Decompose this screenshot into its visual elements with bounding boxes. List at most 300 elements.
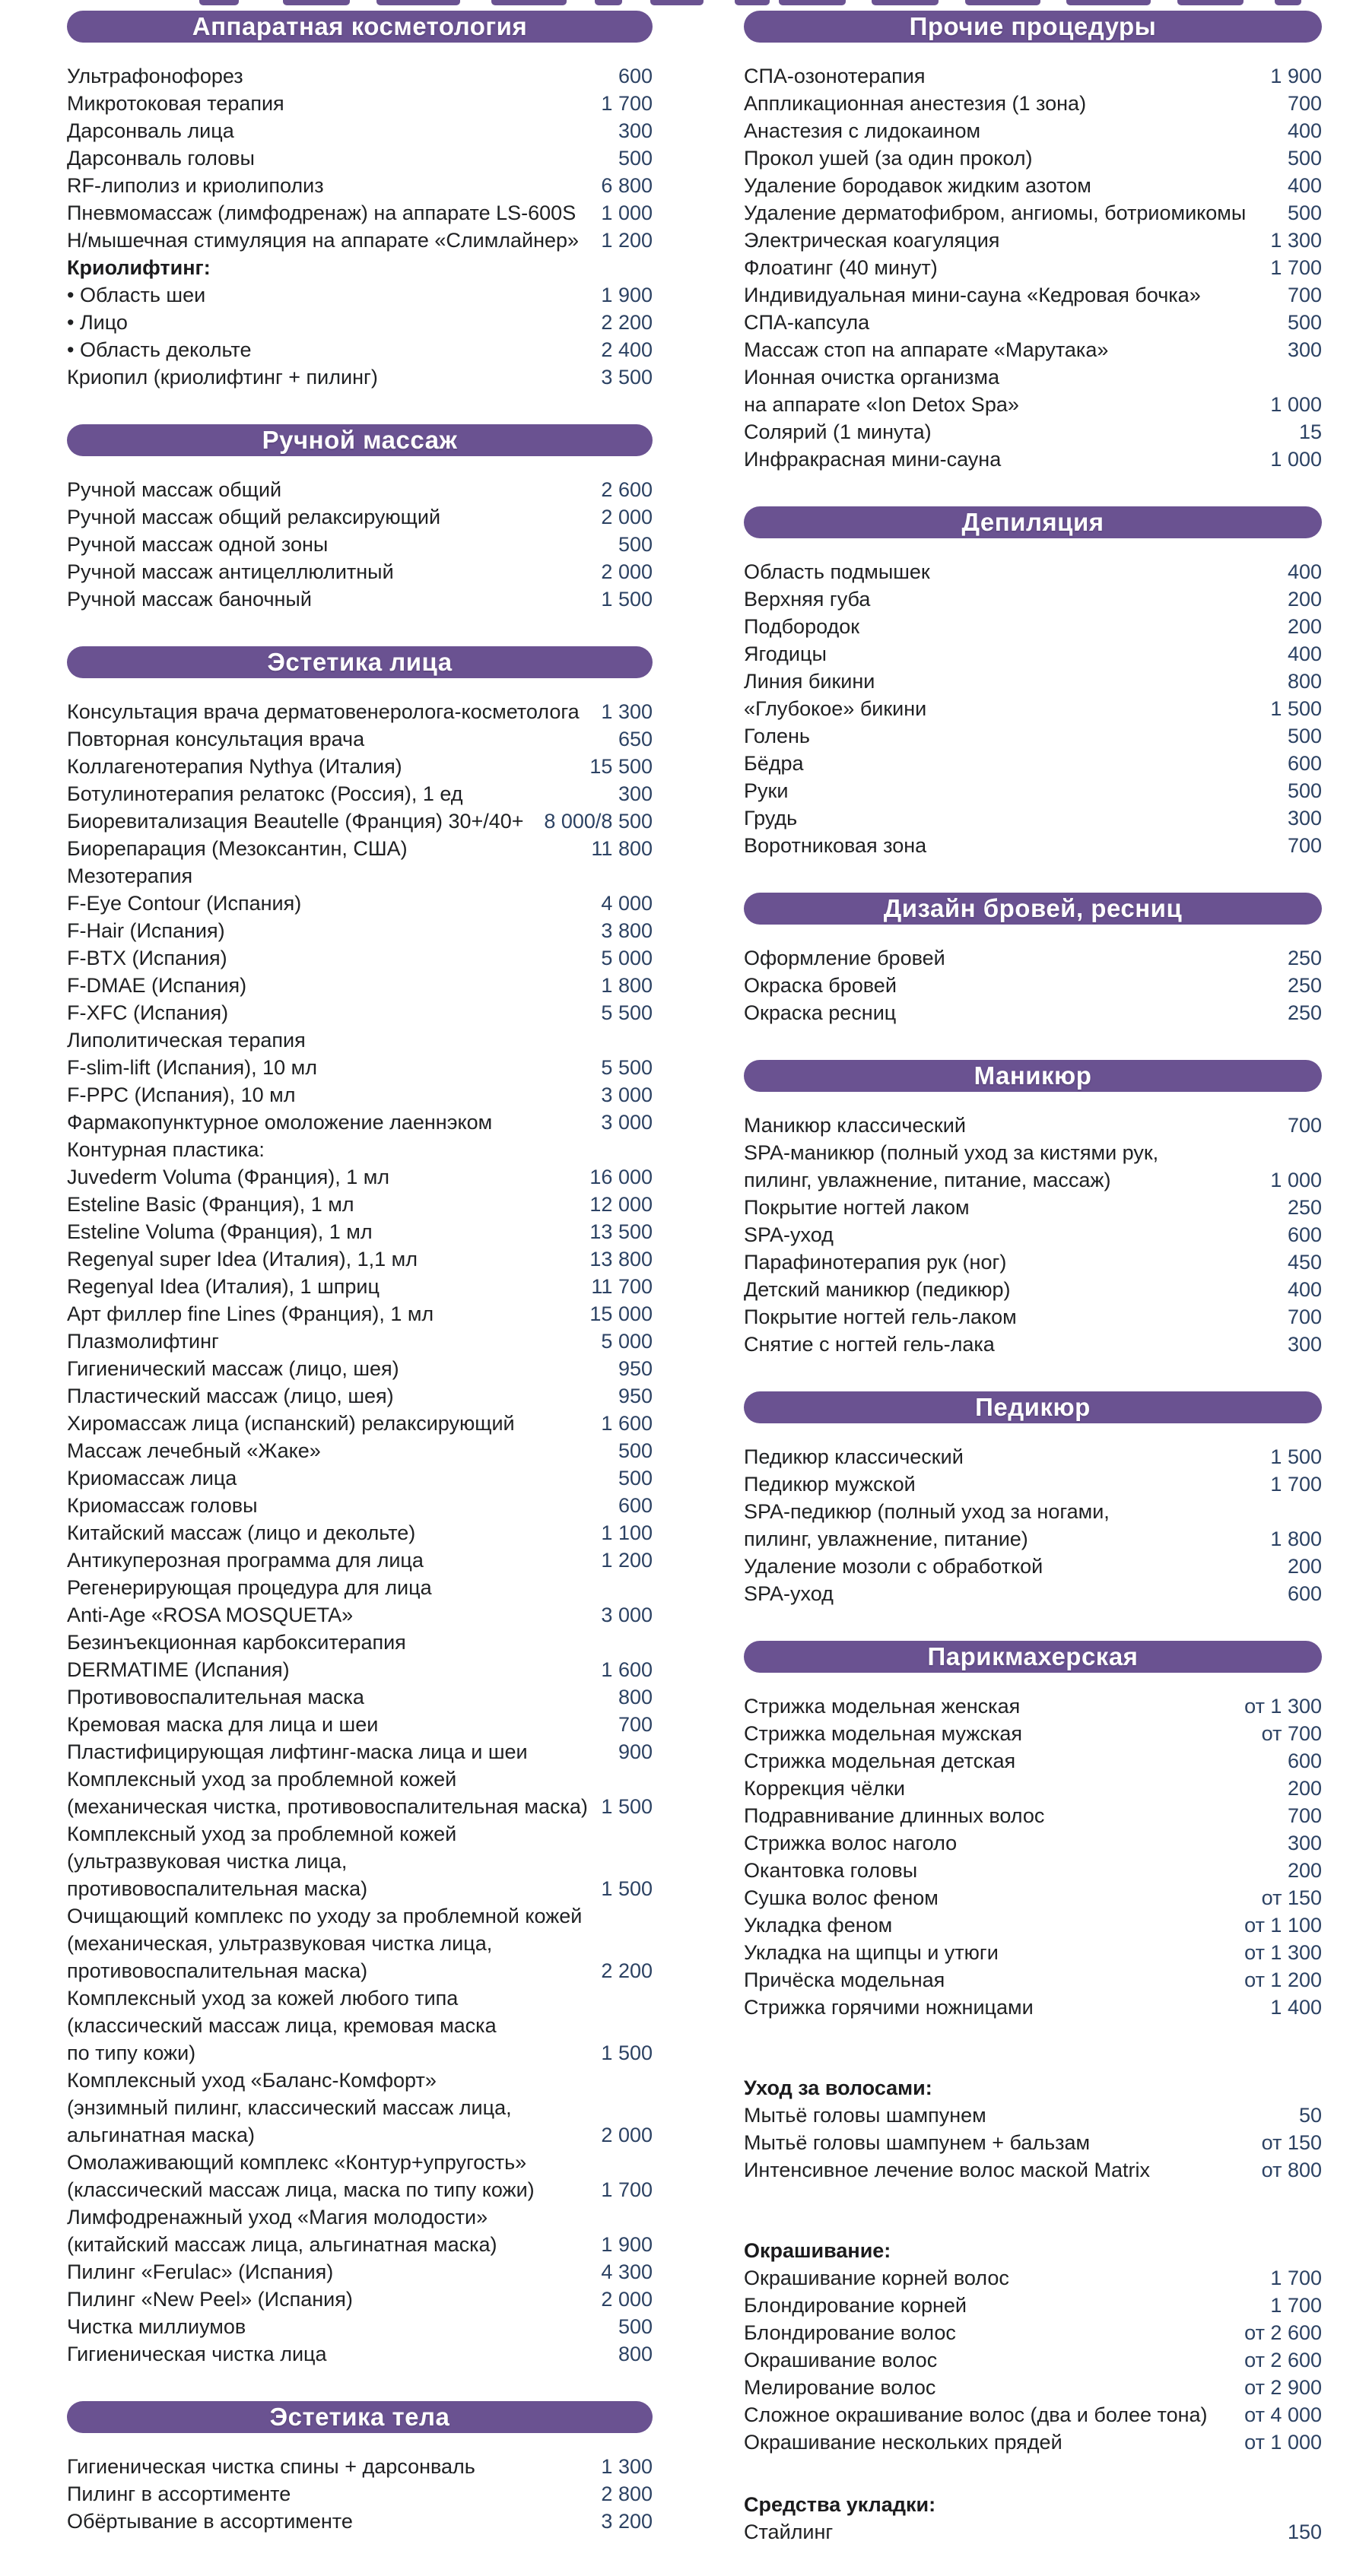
service-name: Липолитическая терапия — [67, 1029, 306, 1052]
section-header-bar — [744, 506, 1322, 538]
service-price: 200 — [1287, 1555, 1322, 1578]
service-name: Укладка на щипцы и утюги — [744, 1941, 999, 1964]
price-row — [744, 227, 1322, 254]
service-price: 2 000 — [601, 506, 653, 528]
service-name: Консультация врача дерматовенеролога-косметолога — [67, 700, 580, 723]
price-row — [744, 1498, 1322, 1525]
service-name: Ручной массаж общий релаксирующий — [67, 506, 441, 528]
service-name: пилинг, увлажнение, питание, массаж) — [744, 1169, 1111, 1191]
service-price: от 2 600 — [1244, 2349, 1322, 2371]
service-name: Средства укладки: — [744, 2493, 936, 2516]
service-name: Мезотерапия — [67, 864, 193, 887]
price-row — [744, 1443, 1322, 1470]
service-name: Электрическая коагуляция — [744, 229, 1000, 252]
service-price: 12 000 — [589, 1193, 653, 1216]
service-name: Фармакопунктурное омоложение лаеннэком — [67, 1111, 493, 1134]
service-name: Покрытие ногтей гель-лаком — [744, 1305, 1017, 1328]
section-header-bar — [744, 1391, 1322, 1423]
service-name: Очищающий комплекс по уходу за проблемной кожей — [67, 1905, 583, 1927]
price-row — [744, 1994, 1322, 2021]
price-row — [67, 1547, 653, 1574]
service-price: 16 000 — [589, 1166, 653, 1188]
price-row — [744, 144, 1322, 172]
service-name: Снятие с ногтей гель-лака — [744, 1333, 995, 1356]
service-price: 700 — [1287, 1804, 1322, 1827]
service-name: (классический массаж лица, маска по типу кожи) — [67, 2178, 535, 2201]
service-name: Флоатинг (40 минут) — [744, 256, 938, 279]
price-row — [744, 1248, 1322, 1276]
price-row — [744, 1884, 1322, 1911]
service-price: 600 — [618, 65, 653, 87]
price-row — [67, 1191, 653, 1218]
section-title: Дизайн бровей, ресниц — [883, 894, 1183, 922]
service-name: Пилинг «New Peel» (Испания) — [67, 2288, 353, 2311]
service-name: Ягодицы — [744, 642, 827, 665]
price-row — [67, 780, 653, 807]
service-name: Регенерирующая процедура для лица — [67, 1576, 432, 1599]
service-name: SPA-педикюр (полный уход за ногами, — [744, 1500, 1110, 1523]
service-name: Окантовка головы — [744, 1859, 918, 1882]
price-row — [744, 613, 1322, 640]
service-price: 5 000 — [601, 947, 653, 969]
price-row — [67, 725, 653, 753]
service-name: Стрижка модельная детская — [744, 1750, 1016, 1772]
price-list — [744, 558, 1322, 859]
service-name: Противовоспалительная маска — [67, 1686, 364, 1708]
service-name: Арт филлер fine Lines (Франция), 1 мл — [67, 1302, 434, 1325]
price-row — [744, 1553, 1322, 1580]
price-row — [744, 695, 1322, 722]
section-header-bar — [744, 11, 1322, 43]
service-price: 15 — [1298, 420, 1322, 443]
price-row — [744, 2156, 1322, 2184]
price-row — [67, 144, 653, 172]
price-row — [67, 1492, 653, 1519]
service-name: Верхняя губа — [744, 588, 871, 611]
service-name: Комплексный уход за проблемной кожей — [67, 1823, 457, 1845]
price-row — [744, 172, 1322, 199]
price-row — [744, 640, 1322, 668]
service-price: 700 — [1287, 1305, 1322, 1328]
price-row — [744, 1139, 1322, 1166]
price-row — [744, 1829, 1322, 1857]
service-price: 500 — [1287, 147, 1322, 170]
service-name: (механическая чистка, противовоспалительная маска) — [67, 1795, 588, 1818]
service-price: 250 — [1287, 947, 1322, 969]
service-price: 300 — [1287, 1832, 1322, 1854]
service-name: Стайлинг — [744, 2520, 834, 2543]
subsection-heading-row — [744, 2237, 1322, 2264]
service-price: 450 — [1287, 1251, 1322, 1274]
service-price: от 1 100 — [1244, 1914, 1322, 1937]
service-name: Педикюр мужской — [744, 1473, 916, 1496]
price-row — [744, 972, 1322, 999]
service-price: 3 500 — [601, 366, 653, 389]
service-price: от 800 — [1261, 2159, 1322, 2181]
price-row — [744, 2428, 1322, 2456]
service-price: 1 800 — [1270, 1528, 1322, 1550]
service-price: 200 — [1287, 1859, 1322, 1882]
price-row — [744, 117, 1322, 144]
service-name: Голень — [744, 725, 810, 747]
service-name: Криомассаж лица — [67, 1467, 237, 1489]
service-price: 15 000 — [589, 1302, 653, 1325]
service-name: Плазмолифтинг — [67, 1330, 219, 1353]
price-row — [744, 668, 1322, 695]
service-name: F-Hair (Испания) — [67, 919, 225, 942]
service-name: Аппликационная анестезия (1 зона) — [744, 92, 1087, 115]
service-price: 500 — [618, 147, 653, 170]
service-price: 800 — [618, 2343, 653, 2365]
service-price: 3 000 — [601, 1111, 653, 1134]
section-header-bar — [67, 424, 653, 456]
price-row — [744, 2129, 1322, 2156]
service-price: 150 — [1287, 2520, 1322, 2543]
section-title: Прочие процедуры — [909, 12, 1157, 40]
section-header-bar — [67, 11, 653, 43]
service-name: Причёска модельная — [744, 1968, 945, 1991]
price-row — [67, 2286, 653, 2313]
service-price: 400 — [1287, 642, 1322, 665]
price-row — [744, 2518, 1322, 2546]
service-name: Биоревитализация Beautelle (Франция) 30+/40+ — [67, 810, 524, 833]
service-price: 3 200 — [601, 2510, 653, 2533]
price-row — [67, 862, 653, 890]
service-name: Окрашивание нескольких прядей — [744, 2431, 1062, 2454]
price-row — [67, 1437, 653, 1464]
service-name: Окрашивание волос — [744, 2349, 938, 2371]
price-row — [67, 1930, 653, 1957]
price-row — [67, 1629, 653, 1656]
price-row — [744, 281, 1322, 309]
price-row — [744, 1331, 1322, 1358]
service-name: на аппарате «Ion Detox Spa» — [744, 393, 1019, 416]
price-row — [67, 753, 653, 780]
price-row — [744, 1857, 1322, 1884]
service-price: 300 — [1287, 338, 1322, 361]
service-name: Окрашивание: — [744, 2239, 891, 2262]
service-price: 2 000 — [601, 2288, 653, 2311]
section-title: Парикмахерская — [927, 1642, 1139, 1670]
price-row — [67, 2121, 653, 2149]
price-row — [67, 2313, 653, 2340]
section-title: Депиляция — [961, 508, 1104, 536]
price-list — [744, 1692, 1322, 2546]
service-name: Окрашивание корней волос — [744, 2267, 1009, 2289]
service-name: Воротниковая зона — [744, 834, 927, 857]
service-price: от 1 000 — [1244, 2431, 1322, 2454]
price-row — [67, 363, 653, 391]
service-name: Интенсивное лечение волос маской Matrix — [744, 2159, 1150, 2181]
service-price: 250 — [1287, 1001, 1322, 1024]
price-row — [67, 835, 653, 862]
service-name: Мелирование волос — [744, 2376, 936, 2399]
service-price: 5 000 — [601, 1330, 653, 1353]
service-price: 11 700 — [591, 1275, 653, 1298]
service-name: Esteline Voluma (Франция), 1 мл — [67, 1220, 373, 1243]
price-row — [67, 1355, 653, 1382]
service-name: Грудь — [744, 807, 798, 830]
price-row — [67, 2203, 653, 2231]
service-name: Лимфодренажный уход «Магия молодости» — [67, 2206, 488, 2229]
service-name: СПА-озонотерапия — [744, 65, 926, 87]
service-price: 1 700 — [1270, 2267, 1322, 2289]
service-price: 500 — [618, 1467, 653, 1489]
service-name: Линия бикини — [744, 670, 875, 693]
price-row — [67, 2067, 653, 2094]
service-name: Блондирование волос — [744, 2321, 956, 2344]
service-name: Пластический массаж (лицо, шея) — [67, 1385, 394, 1407]
service-price: 2 400 — [601, 338, 653, 361]
service-name: Индивидуальная мини-сауна «Кедровая бочка» — [744, 284, 1201, 306]
price-row — [67, 1574, 653, 1601]
section-title: Маникюр — [974, 1061, 1092, 1090]
service-price: от 150 — [1261, 1886, 1322, 1909]
left-column — [67, 0, 653, 2546]
price-row — [744, 336, 1322, 363]
price-row — [744, 1166, 1322, 1194]
service-price: 6 800 — [601, 174, 653, 197]
price-row — [67, 698, 653, 725]
service-price: 1 500 — [601, 2041, 653, 2064]
service-price: от 1 300 — [1244, 1695, 1322, 1718]
service-price: 650 — [618, 728, 653, 750]
service-price: 1 000 — [601, 201, 653, 224]
service-price: 2 200 — [601, 1959, 653, 1982]
price-row — [744, 363, 1322, 391]
price-row — [67, 1820, 653, 1848]
price-row — [67, 1026, 653, 1054]
service-price: 1 900 — [601, 2233, 653, 2256]
section-header-bar — [744, 1641, 1322, 1673]
price-row — [67, 1136, 653, 1163]
service-name: Маникюр классический — [744, 1114, 966, 1137]
service-price: 1 000 — [1270, 1169, 1322, 1191]
service-price: 5 500 — [601, 1056, 653, 1079]
price-row — [744, 1966, 1322, 1994]
price-row — [744, 2401, 1322, 2428]
price-row — [67, 1163, 653, 1191]
service-name: Ультрафонофорез — [67, 65, 243, 87]
section-header-bar — [67, 2401, 653, 2433]
service-price: 1 700 — [601, 92, 653, 115]
service-name: SPA-уход — [744, 1582, 834, 1605]
service-price: 3 000 — [601, 1604, 653, 1626]
service-name: (энзимный пилинг, классический массаж лица, — [67, 2096, 512, 2119]
service-name: F-slim-lift (Испания), 10 мл — [67, 1056, 317, 1079]
service-name: Коллагенотерапия Nythya (Италия) — [67, 755, 402, 778]
service-price: 1 500 — [1270, 697, 1322, 720]
service-price: 700 — [1287, 834, 1322, 857]
service-price: 1 500 — [601, 1877, 653, 1900]
service-name: Esteline Basic (Франция), 1 мл — [67, 1193, 354, 1216]
service-name: • Лицо — [67, 311, 128, 334]
service-price: 1 000 — [1270, 393, 1322, 416]
service-name: Н/мышечная стимуляция на аппарате «Слимлайнер» — [67, 229, 580, 252]
service-name: альгинатная маска) — [67, 2124, 256, 2146]
service-price: 1 100 — [601, 1521, 653, 1544]
service-name: Хиромассаж лица (испанский) релаксирующий — [67, 1412, 515, 1435]
service-name: Биорепарация (Мезоксантин, США) — [67, 837, 408, 860]
service-name: Regenyal super Idea (Италия), 1,1 мл — [67, 1248, 418, 1271]
service-name: Анастезия с лидокаином — [744, 119, 981, 142]
service-name: Уход за волосами: — [744, 2076, 932, 2099]
service-price: 1 800 — [601, 974, 653, 997]
service-price: 4 000 — [601, 892, 653, 915]
price-row — [67, 117, 653, 144]
price-row — [67, 1519, 653, 1547]
price-row — [67, 2012, 653, 2039]
service-name: Мытьё головы шампунем — [744, 2104, 986, 2127]
service-price: 1 600 — [601, 1412, 653, 1435]
price-row — [67, 2480, 653, 2508]
price-row — [744, 1276, 1322, 1303]
service-price: 1 200 — [601, 1549, 653, 1572]
service-price: 1 300 — [1270, 229, 1322, 252]
price-row — [744, 1470, 1322, 1498]
service-price: 300 — [618, 119, 653, 142]
price-row — [744, 1525, 1322, 1553]
section-title: Аппаратная косметология — [192, 12, 528, 40]
service-price: 1 400 — [1270, 1996, 1322, 2019]
price-row — [67, 2453, 653, 2480]
price-row — [67, 1765, 653, 1793]
service-price: 400 — [1287, 119, 1322, 142]
service-name: Антикуперозная программа для лица — [67, 1549, 424, 1572]
service-name: (китайский массаж лица, альгинатная маска) — [67, 2233, 497, 2256]
service-price: 500 — [1287, 779, 1322, 802]
price-row — [67, 1464, 653, 1492]
service-name: Подбородок — [744, 615, 860, 638]
service-price: 13 500 — [589, 1220, 653, 1243]
price-row — [67, 917, 653, 944]
service-name: Стрижка модельная мужская — [744, 1722, 1022, 1745]
price-row — [67, 90, 653, 117]
service-name: Пластифицирующая лифтинг-маска лица и шеи — [67, 1740, 528, 1763]
price-list — [744, 1112, 1322, 1358]
service-name: Солярий (1 минута) — [744, 420, 932, 443]
price-row — [67, 1109, 653, 1136]
service-price: 500 — [618, 533, 653, 556]
price-row — [67, 1328, 653, 1355]
service-name: Покрытие ногтей лаком — [744, 1196, 970, 1219]
service-name: Комплексный уход за проблемной кожей — [67, 1768, 457, 1791]
service-price: 1 200 — [601, 229, 653, 252]
price-row — [67, 2508, 653, 2535]
service-name: Чистка миллиумов — [67, 2315, 246, 2338]
service-name: • Область шеи — [67, 284, 206, 306]
price-row — [744, 254, 1322, 281]
service-name: пилинг, увлажнение, питание) — [744, 1528, 1028, 1550]
price-row — [744, 1580, 1322, 1607]
service-name: Микротоковая терапия — [67, 92, 284, 115]
price-row — [744, 1194, 1322, 1221]
service-name: Безинъекционная карбокситерапия — [67, 1631, 406, 1654]
service-price: 400 — [1287, 560, 1322, 583]
price-row — [744, 1747, 1322, 1775]
service-price: 950 — [618, 1385, 653, 1407]
service-name: Омолаживающий комплекс «Контур+упругость» — [67, 2151, 527, 2174]
section-title: Педикюр — [975, 1393, 1091, 1421]
service-price: 500 — [618, 1439, 653, 1462]
service-price: 1 300 — [601, 2455, 653, 2478]
service-name: SPA-уход — [744, 1223, 834, 1246]
service-name: Juvederm Voluma (Франция), 1 мл — [67, 1166, 390, 1188]
price-list-columns — [67, 0, 1322, 2546]
price-row — [744, 1802, 1322, 1829]
price-row — [67, 1218, 653, 1245]
service-name: противовоспалительная маска) — [67, 1877, 368, 1900]
service-price: 1 900 — [1270, 65, 1322, 87]
price-row — [67, 172, 653, 199]
price-row — [67, 1300, 653, 1328]
price-row — [67, 1738, 653, 1765]
service-name: Пилинг «Ferulac» (Испания) — [67, 2260, 334, 2283]
service-price: 600 — [1287, 1750, 1322, 1772]
service-price: 950 — [618, 1357, 653, 1380]
service-name: F-DMAE (Испания) — [67, 974, 247, 997]
service-price: 500 — [1287, 725, 1322, 747]
price-row — [67, 2149, 653, 2176]
service-name: Ручной массаж баночный — [67, 588, 312, 611]
service-price: 500 — [1287, 201, 1322, 224]
service-price: 200 — [1287, 1777, 1322, 1800]
service-name: Regenyal Idea (Италия), 1 шприц — [67, 1275, 380, 1298]
service-price: 2 800 — [601, 2482, 653, 2505]
price-row — [67, 2094, 653, 2121]
price-row — [67, 1656, 653, 1683]
price-row — [744, 2102, 1322, 2129]
service-price: от 700 — [1261, 1722, 1322, 1745]
service-name: Детский маникюр (педикюр) — [744, 1278, 1011, 1301]
service-price: 2 200 — [601, 311, 653, 334]
service-price: 600 — [1287, 752, 1322, 775]
service-name: Ручной массаж антицеллюлитный — [67, 560, 394, 583]
price-row — [744, 1112, 1322, 1139]
price-row — [67, 1410, 653, 1437]
service-name: Удаление мозоли с обработкой — [744, 1555, 1043, 1578]
service-price: 700 — [1287, 92, 1322, 115]
service-name: Ионная очистка организма — [744, 366, 999, 389]
price-row — [744, 1911, 1322, 1939]
price-row — [67, 2176, 653, 2203]
price-row — [67, 199, 653, 227]
service-price: 300 — [1287, 807, 1322, 830]
service-price: 300 — [618, 782, 653, 805]
price-row — [744, 722, 1322, 750]
price-row — [67, 2231, 653, 2258]
price-row — [744, 62, 1322, 90]
service-price: 2 000 — [601, 560, 653, 583]
price-row — [744, 832, 1322, 859]
service-name: Гигиеническая чистка спины + дарсонваль — [67, 2455, 475, 2478]
service-name: SPA-маникюр (полный уход за кистями рук, — [744, 1141, 1159, 1164]
section-title: Эстетика тела — [269, 2403, 450, 2431]
price-row — [744, 999, 1322, 1026]
service-price: 700 — [1287, 284, 1322, 306]
service-price: 800 — [1287, 670, 1322, 693]
service-price: 15 500 — [589, 755, 653, 778]
price-row — [744, 944, 1322, 972]
price-row — [67, 999, 653, 1026]
price-row — [67, 972, 653, 999]
price-row — [67, 281, 653, 309]
section-header-bar — [67, 646, 653, 678]
service-price: от 150 — [1261, 2131, 1322, 2154]
service-name: (ультразвуковая чистка лица, — [67, 1850, 348, 1873]
service-name: F-PPC (Испания), 10 мл — [67, 1083, 296, 1106]
service-name: Парафинотерапия рук (ног) — [744, 1251, 1007, 1274]
